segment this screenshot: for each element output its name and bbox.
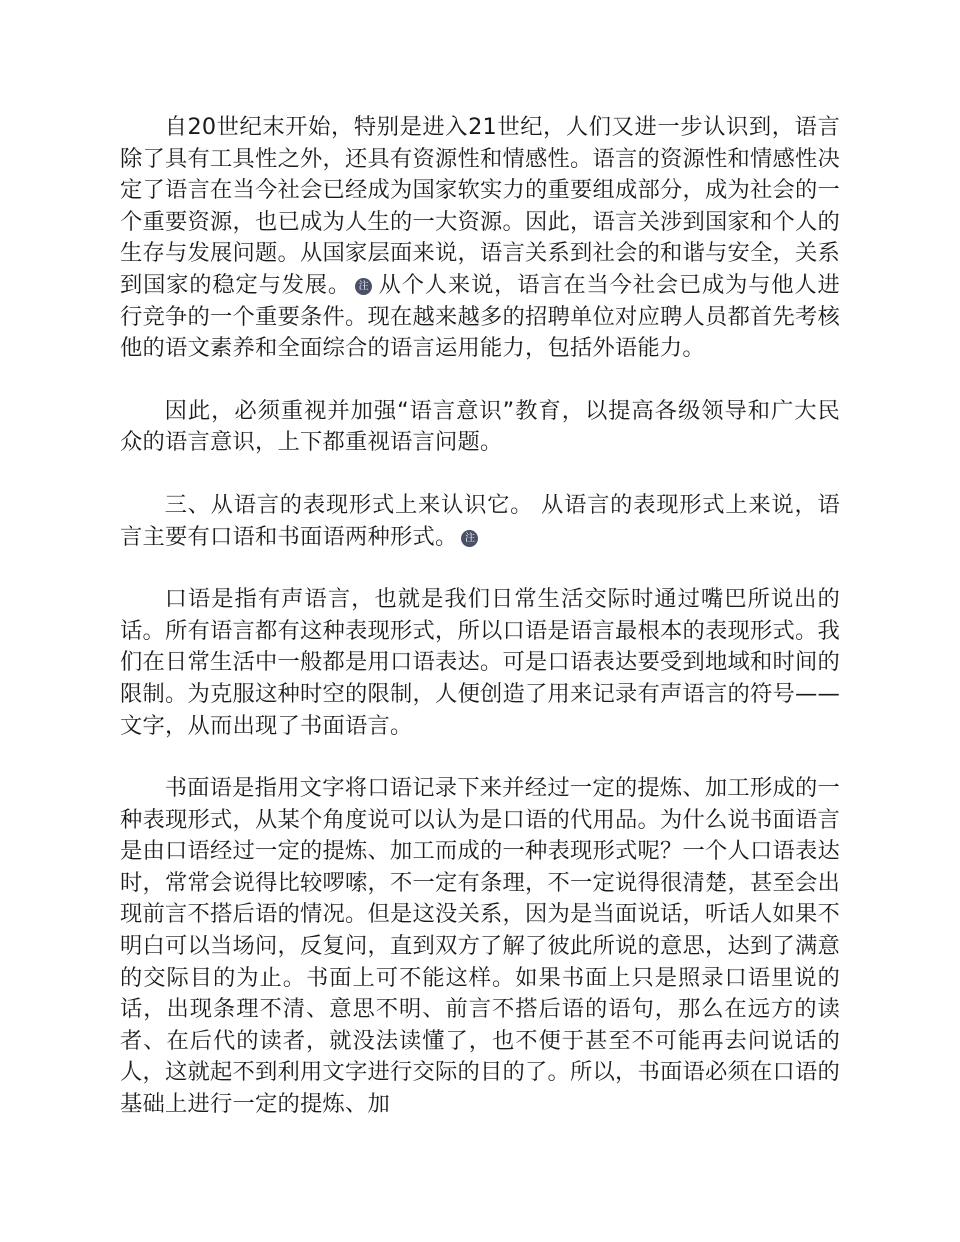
paragraph-1-text-b: 从个人来说，语言在当今社会已成为与他人进行竞争的一个重要条件。现在越来越多的招聘单位对应聘人员都首先考核他的语文素养和全面综合的语言运用能力，包括外语能力。	[120, 271, 840, 362]
paragraph-3	[120, 490, 840, 553]
paragraph-2: 因此，必须重视并加强“语言意识”教育，以提高各级领导和广大民众的语言意识，上下都重视语言问题。	[120, 397, 840, 456]
paragraph-1-text-a: 自20世纪末开始，特别是进入21世纪，人们又进一步认识到，语言除了具有工具性之外，还具有资源性和情感性。语言的资源性和情感性决定了语言在当今社会已经成为国家软实力的重要组成部分，成为社会的一个重要资源，也已成为人生的一大资源。因此，语言关涉到国家和个人的生存与发展问题。从国家层面来说，语言关系到社会的和谐与安全，关系到国家的稳定与发展。	[120, 114, 840, 298]
footnote-icon-1[interactable]: 注	[355, 278, 372, 295]
paragraph-3-text: 三、从语言的表现形式上来认识它。 从语言的表现形式上来说，语言主要有口语和书面语两种形式。	[120, 491, 840, 550]
paragraph-5: 书面语是指用文字将口语记录下来并经过一定的提炼、加工形成的一种表现形式，从某个角度说可以认为是口语的代用品。为什么说书面语言是由口语经过一定的提炼、加工而成的一种表现形式呢？一个人口语表达时，常常会说得比较啰嗦，不一定有条理，不一定说得很清楚，甚至会出现前言不搭后语的情况。但是这没关系，因为是当面说话，听话人如果不明白可以当场问，反复问，直到双方了解了彼此所说的意思，达到了满意的交际目的为止。书面上可不能这样。如果书面上只是照录口语里说的话，出现条理不清、意思不明、前言不搭后语的语句，那么在远方的读者、在后代的读者，就没法读懂了，也不便于甚至不可能再去问说话的人，这就起不到利用文字进行交际的目的了。所以，书面语必须在口语的基础上进行一定的提炼、加	[120, 775, 840, 1118]
paragraph-1	[120, 112, 840, 365]
footnote-icon-2[interactable]: 注	[461, 530, 478, 547]
document-page	[120, 112, 840, 1152]
paragraph-4: 口语是指有声语言，也就是我们日常生活交际时通过嘴巴所说出的话。所有语言都有这种表现形式，所以口语是语言最根本的表现形式。我们在日常生活中一般都是用口语表达。可是口语表达要受到地域和时间的限制。为克服这种时空的限制，人便创造了用来记录有声语言的符号——文字，从而出现了书面语言。	[120, 586, 840, 739]
